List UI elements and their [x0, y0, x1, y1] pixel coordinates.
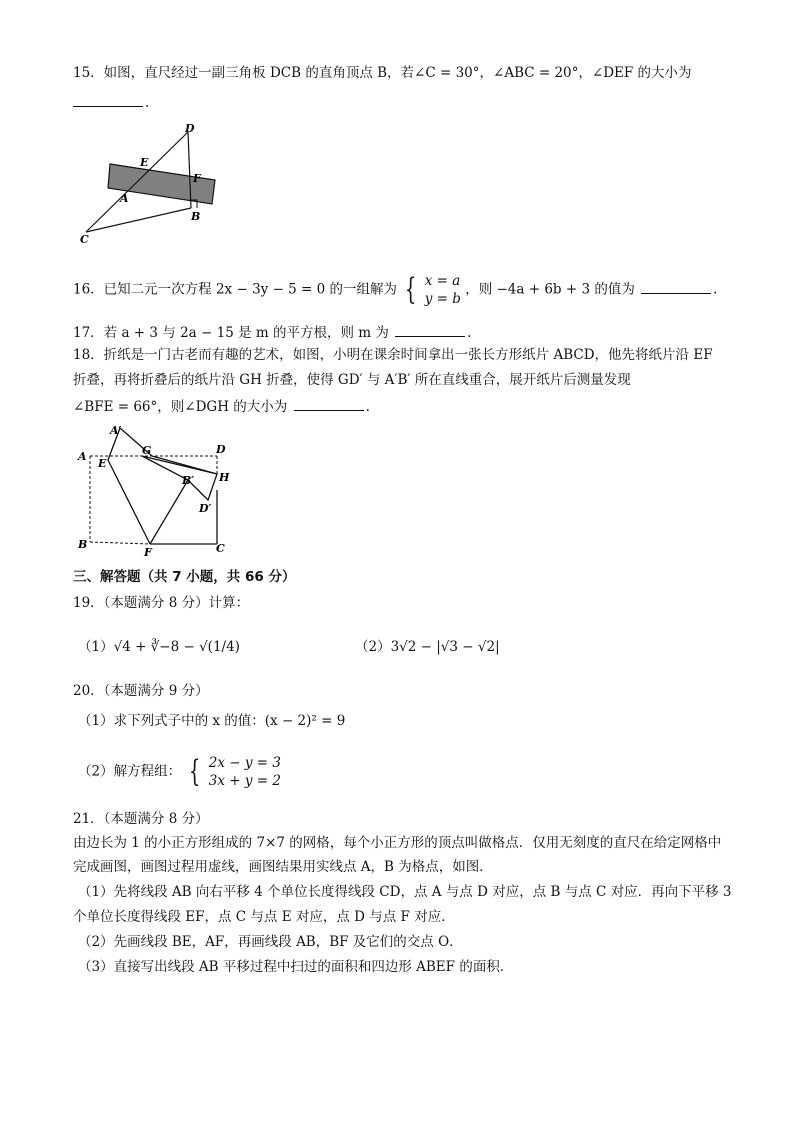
q21-l2: 完成画图，画图过程用虚线，画图结果用实线点 A，B 为格点，如图． [73, 859, 493, 875]
q20-p2 [78, 754, 281, 790]
label-G: G [142, 444, 152, 457]
label-F: F [193, 172, 201, 185]
q19-p2: （2）3√2 − |√3 − √2| [355, 639, 500, 655]
q21-l6: （3）直接写出线段 AB 平移过程中扫过的面积和四边形 ABEF 的面积． [78, 959, 514, 975]
label-C: C [216, 542, 225, 555]
q17-stem: 17．若 a + 3 与 2a − 15 是 m 的平方根，则 m 为 [73, 325, 389, 341]
q21-l1: 由边长为 1 的小正方形组成的 7×7 的网格，每个小正方形的顶点叫做格点．仅用无刻度的直尺在给定网格中 [73, 835, 722, 851]
q21-l4: 个单位长度得线段 EF，点 C 与点 E 对应，点 D 与点 F 对应． [73, 909, 455, 925]
q18-line3: ∠BFE = 66°，则∠DGH 的大小为 [73, 399, 288, 415]
q16-brace: { [405, 272, 417, 307]
q15-answer-line: . [73, 92, 149, 112]
fold-f-b-prime [150, 480, 188, 544]
q21-header: 21．（本题满分 8 分） [73, 811, 209, 827]
label-A: A [78, 450, 87, 463]
q20-system [209, 754, 281, 790]
q20-eq2: 3x + y = 2 [208, 773, 281, 789]
label-E: E [140, 156, 149, 169]
q18-answer-blank [294, 396, 364, 411]
q18-line2: 折叠，再将折叠后的纸片沿 GH 折叠，使得 GD′ 与 A′B′ 所在直线重合，展开纸片后测量发现 [73, 372, 631, 388]
label-D-prime: D′ [199, 502, 212, 515]
q15-text [73, 64, 692, 82]
q16-answer-blank [641, 279, 711, 294]
fold-g-h [152, 456, 217, 474]
section3-title: 三、解答题（共 7 小题，共 66 分） [73, 569, 296, 585]
triangle-side-cb [86, 208, 191, 232]
label-A-prime: A′ [110, 424, 122, 437]
q21-l3: （1）先将线段 AB 向右平移 4 个单位长度得线段 CD，点 A 与点 D 对应，点 B 与点 C 对应．再向下平移 3 [78, 884, 732, 900]
label-F: F [144, 546, 152, 558]
q21-l5: （2）先画线段 BE，AF，再画线段 AB，BF 及它们的交点 O． [78, 934, 463, 950]
q15-stem: 15．如图，直尺经过一副三角板 DCB 的直角顶点 B，若∠C = 30°，∠ABC = 20°，∠DEF 的大小为 [73, 65, 692, 81]
q19-p1: （1）√4 + ∛−8 − √(1/4) [78, 639, 240, 655]
q18-line1: 18．折纸是一门古老而有趣的艺术，如图，小明在课余时间拿出一张长方形纸片 ABCD，他先将纸片沿 EF [73, 347, 713, 363]
q17-text: 17．若 a + 3 与 2a − 15 是 m 的平方根，则 m 为 . [73, 322, 471, 342]
label-A: A [120, 192, 129, 205]
q20-p2-label: （2）解方程组： [78, 763, 182, 780]
q19-header: 19．（本题满分 8 分）计算： [73, 595, 250, 611]
label-B: B [78, 538, 88, 551]
label-B-prime: B′ [182, 474, 195, 487]
q18-figure [74, 420, 244, 558]
label-E: E [98, 457, 107, 470]
label-B: B [191, 210, 201, 223]
q16-sys2: y = b [424, 291, 461, 307]
q20-p1: （1）求下列式子中的 x 的值：(x − 2)² = 9 [78, 713, 346, 729]
q18-line3-wrap: ∠BFE = 66°，则∠DGH 的大小为 . [73, 396, 370, 416]
q20-eq1: 2x − y = 3 [208, 755, 281, 771]
label-D: D [216, 443, 226, 456]
q16-sys1: x = a [424, 273, 461, 289]
label-D: D [185, 122, 195, 135]
q16-text: 16．已知二元一次方程 2x − 3y − 5 = 0 的一组解为 { x = a y = b ，则 −4a + 6b + 3 的值为 . [73, 272, 718, 307]
label-H: H [219, 471, 230, 484]
q17-answer-blank [395, 322, 465, 337]
q16-prefix: 16．已知二元一次方程 2x − 3y − 5 = 0 的一组解为 [73, 281, 398, 298]
q20-brace: { [189, 754, 201, 789]
rect-bottom-dashed [90, 542, 150, 544]
q15-figure [78, 120, 218, 248]
q16-suffix: ，则 −4a + 6b + 3 的值为 [465, 281, 635, 298]
q16-system [425, 272, 461, 308]
label-C: C [80, 233, 89, 246]
q15-answer-blank [73, 92, 143, 107]
q20-header: 20．（本题满分 9 分） [73, 683, 209, 699]
